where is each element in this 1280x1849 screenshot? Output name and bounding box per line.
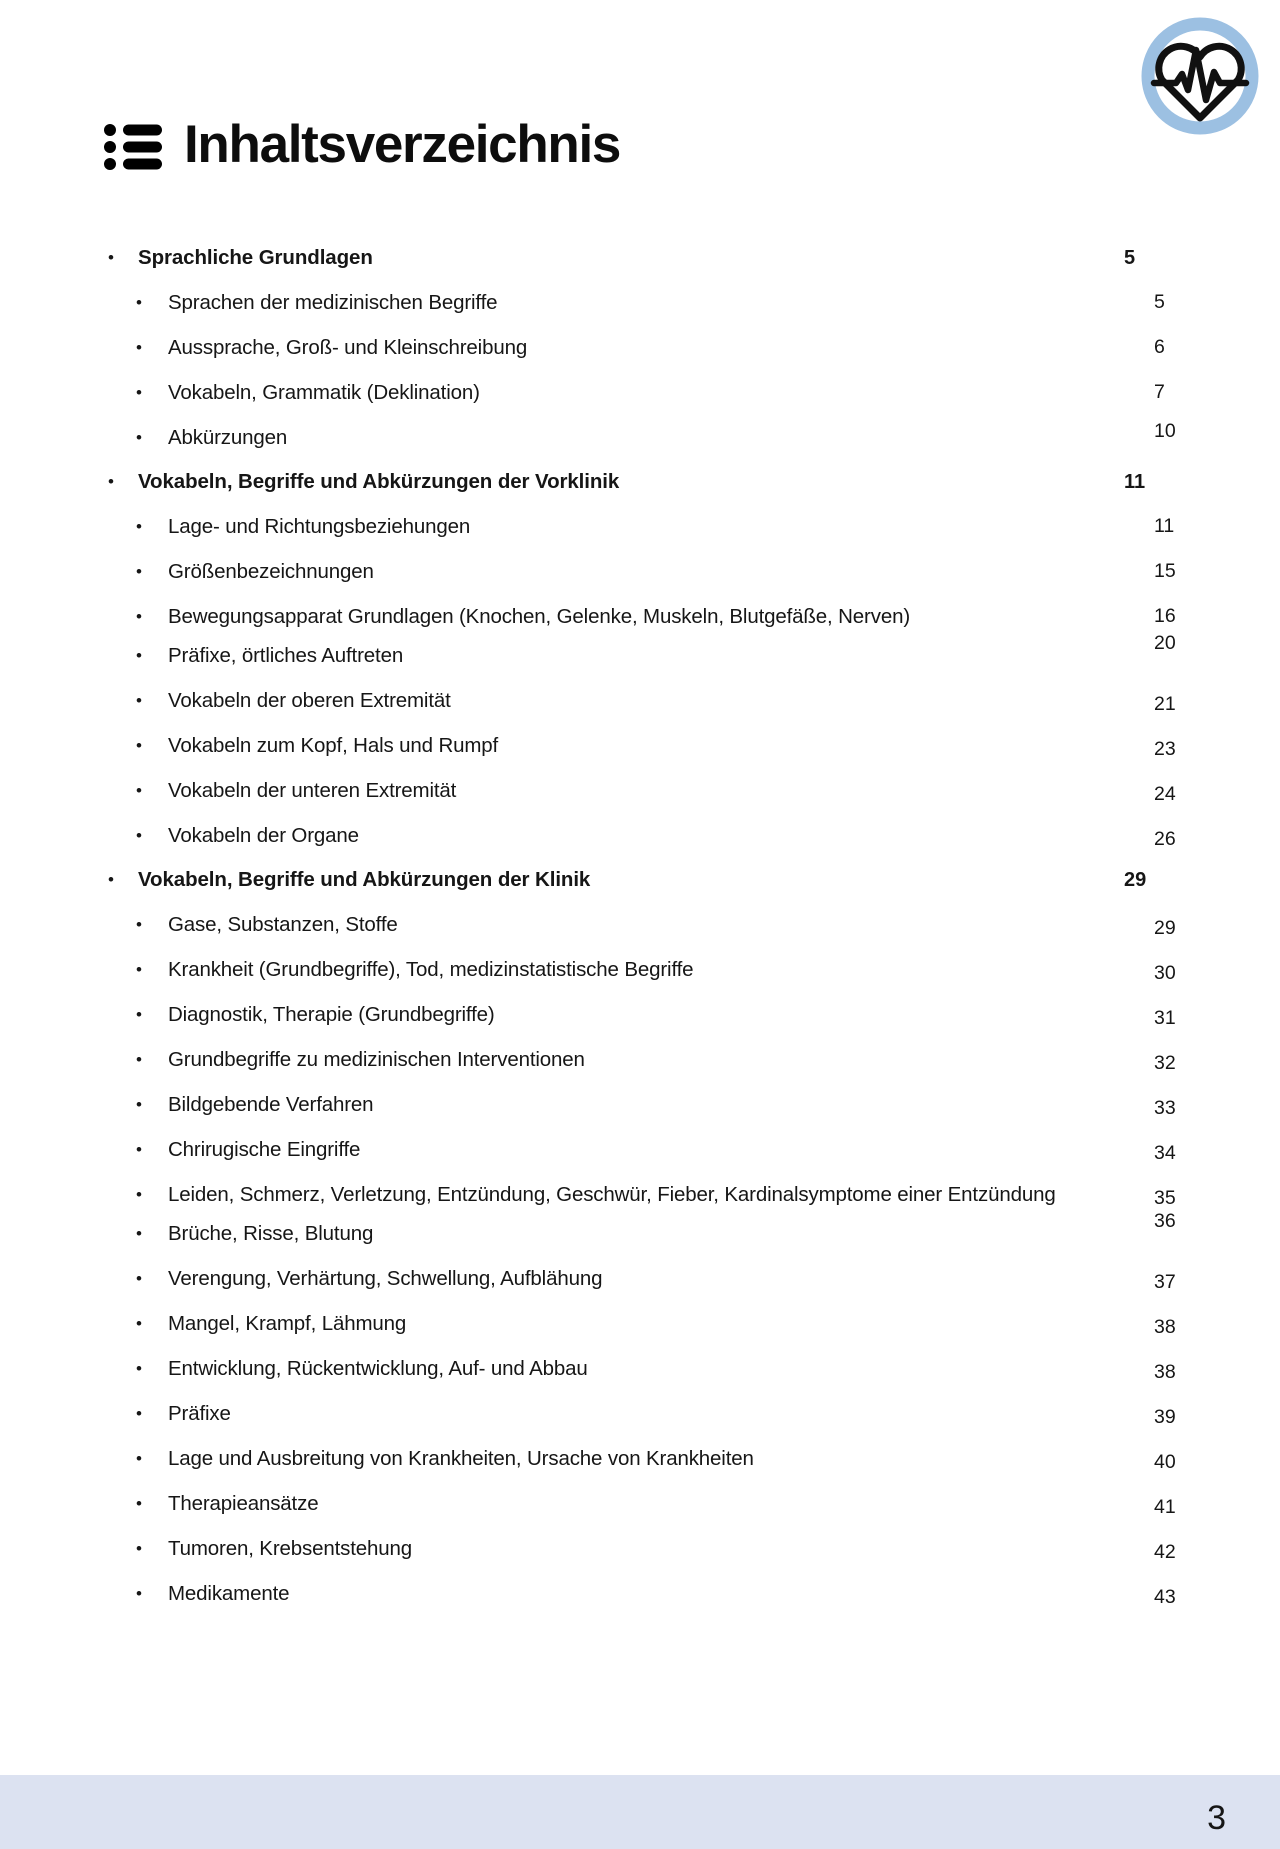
toc-entry-text: Bildgebende Verfahren — [168, 1093, 374, 1116]
toc-entry-page: 41 — [1154, 1496, 1176, 1518]
toc-entry-section[interactable] — [104, 467, 1184, 497]
toc-entry-label — [134, 775, 1154, 806]
bullet-icon: • — [136, 1449, 142, 1468]
toc-entry-label — [134, 1179, 1154, 1210]
toc-entry-text: Krankheit (Grundbegriffe), Tod, medizinstatistische Begriffe — [168, 958, 694, 981]
toc-entry-label — [134, 377, 1154, 408]
bullet-icon: • — [136, 1359, 142, 1378]
toc-entry-text: Vokabeln, Grammatik (Deklination) — [168, 381, 480, 404]
toc-entry-page: 42 — [1154, 1541, 1176, 1563]
toc-entry-page: 38 — [1154, 1316, 1176, 1338]
toc-entry-subitem[interactable] — [104, 1210, 1214, 1249]
bulleted-list-icon — [104, 123, 162, 171]
bullet-icon: • — [136, 383, 142, 402]
toc-entry-label — [134, 287, 1154, 318]
toc-entry-subitem[interactable] — [104, 820, 1214, 851]
toc-entry-label — [134, 1443, 1154, 1474]
toc-entry-page: 5 — [1124, 247, 1136, 269]
toc-entry-page: 34 — [1154, 1142, 1176, 1164]
toc-entry-label — [134, 1533, 1154, 1564]
toc-entry-page: 40 — [1154, 1451, 1176, 1473]
bullet-icon: • — [136, 781, 142, 800]
toc-entry-text: Abkürzungen — [168, 426, 288, 449]
toc-entry-text: Vokabeln der oberen Extremität — [168, 689, 451, 712]
bullet-icon: • — [136, 517, 142, 536]
toc-entry-label — [134, 730, 1154, 761]
toc-entry-label — [134, 999, 1154, 1030]
bullet-icon: • — [136, 338, 142, 357]
toc-entry-label — [134, 640, 1154, 671]
toc-entry-label — [134, 1263, 1154, 1294]
bullet-icon: • — [136, 1185, 142, 1204]
toc-entry-label — [134, 1089, 1154, 1120]
toc-entry-page: 38 — [1154, 1361, 1176, 1383]
bullet-icon: • — [136, 1050, 142, 1069]
toc-entry-page: 35 — [1154, 1187, 1176, 1209]
toc-entry-page: 15 — [1154, 560, 1176, 582]
bullet-icon: • — [136, 428, 142, 447]
bullet-icon: • — [136, 1494, 142, 1513]
toc-entry-text: Lage und Ausbreitung von Krankheiten, Ursache von Krankheiten — [168, 1447, 754, 1470]
toc-entry-text: Grundbegriffe zu medizinischen Interventionen — [168, 1048, 585, 1071]
toc-entry-text: Chrirugische Eingriffe — [168, 1138, 361, 1161]
toc-entry-text: Größenbezeichnungen — [168, 560, 374, 583]
bullet-icon: • — [108, 248, 114, 267]
toc-entry-page: 31 — [1154, 1007, 1176, 1029]
toc-entry-text: Mangel, Krampf, Lähmung — [168, 1312, 407, 1335]
toc-entry-subitem[interactable] — [104, 556, 1214, 587]
footer-page-number: 3 — [1207, 1799, 1226, 1837]
toc-entry-label — [104, 865, 1124, 895]
toc-entry-text: Brüche, Risse, Blutung — [168, 1222, 374, 1245]
toc-entry-page: 21 — [1154, 693, 1176, 715]
toc-entry-subitem[interactable] — [104, 1134, 1214, 1165]
toc-entry-subitem[interactable] — [104, 1044, 1214, 1075]
toc-entry-text: Vokabeln, Begriffe und Abkürzungen der Vorklinik — [138, 470, 620, 493]
bullet-icon: • — [136, 1005, 142, 1024]
bullet-icon: • — [136, 1314, 142, 1333]
toc-entry-subitem[interactable] — [104, 511, 1214, 542]
bullet-icon: • — [136, 1269, 142, 1288]
bullet-icon: • — [136, 646, 142, 665]
toc-entry-label — [134, 820, 1154, 851]
toc-entry-label — [104, 467, 1124, 497]
toc-entry-text: Präfixe, örtliches Auftreten — [168, 644, 404, 667]
toc-entry-subitem[interactable] — [104, 1443, 1214, 1474]
toc-entry-subitem[interactable] — [104, 685, 1214, 716]
toc-entry-text: Sprachliche Grundlagen — [138, 246, 373, 269]
toc-entry-text: Therapieansätze — [168, 1492, 319, 1515]
bullet-icon: • — [136, 562, 142, 581]
toc-entry-subitem[interactable] — [104, 1179, 1214, 1210]
toc-entry-page: 36 — [1154, 1210, 1176, 1232]
toc-entry-subitem[interactable] — [104, 730, 1214, 761]
toc-entry-text: Bewegungsapparat Grundlagen (Knochen, Gelenke, Muskeln, Blutgefäße, Nerven) — [168, 605, 911, 628]
toc-entry-page: 10 — [1154, 420, 1176, 442]
toc-entry-subitem[interactable] — [104, 422, 1214, 453]
toc-entry-subitem[interactable] — [104, 775, 1214, 806]
toc-entry-page: 32 — [1154, 1052, 1176, 1074]
page-title: Inhaltsverzeichnis — [184, 115, 621, 174]
toc-entry-subitem[interactable] — [104, 332, 1214, 363]
toc-entry-text: Vokabeln der Organe — [168, 824, 359, 847]
toc-entry-text: Vokabeln der unteren Extremität — [168, 779, 457, 802]
toc-entry-label — [134, 1398, 1154, 1429]
page-header — [104, 115, 621, 174]
bullet-icon: • — [136, 1140, 142, 1159]
toc-entry-page: 29 — [1124, 869, 1147, 891]
toc-entry-page: 6 — [1154, 336, 1165, 358]
toc-entry-label — [134, 685, 1154, 716]
toc-entry-page: 37 — [1154, 1271, 1176, 1293]
bullet-icon: • — [136, 1584, 142, 1603]
toc-entry-subitem[interactable] — [104, 601, 1214, 632]
toc-entry-subitem[interactable] — [104, 1578, 1214, 1609]
toc-entry-subitem[interactable] — [104, 954, 1214, 985]
brand-logo — [1138, 14, 1262, 138]
toc-entry-subitem[interactable] — [104, 1308, 1214, 1339]
toc-entry-page: 30 — [1154, 962, 1176, 984]
toc-entry-subitem[interactable] — [104, 909, 1214, 940]
toc-entry-text: Leiden, Schmerz, Verletzung, Entzündung, Geschwür, Fieber, Kardinalsymptome einer Entzündung — [168, 1183, 1056, 1206]
toc-entry-page: 24 — [1154, 783, 1176, 805]
toc-entry-page: 5 — [1154, 291, 1165, 313]
toc-entry-section[interactable] — [104, 243, 1184, 273]
toc-entry-text: Tumoren, Krebsentstehung — [168, 1537, 413, 1560]
toc-entry-page: 29 — [1154, 917, 1176, 939]
toc-entry-text: Verengung, Verhärtung, Schwellung, Aufblähung — [168, 1267, 603, 1290]
toc-entry-page: 43 — [1154, 1586, 1176, 1608]
bullet-icon: • — [136, 826, 142, 845]
toc-entry-section[interactable] — [104, 865, 1184, 895]
bullet-icon: • — [136, 691, 142, 710]
bullet-icon: • — [108, 870, 114, 889]
toc-entry-subitem[interactable] — [104, 1263, 1214, 1294]
toc-entry-subitem[interactable] — [104, 287, 1214, 318]
toc-entry-label — [134, 1308, 1154, 1339]
toc-entry-label — [134, 422, 1154, 453]
toc-entry-page: 33 — [1154, 1097, 1176, 1119]
toc-entry-text: Sprachen der medizinischen Begriffe — [168, 291, 498, 314]
toc-entry-subitem[interactable] — [104, 1353, 1214, 1384]
toc-entry-text: Gase, Substanzen, Stoffe — [168, 913, 398, 936]
toc-entry-page: 23 — [1154, 738, 1176, 760]
toc-entry-label — [134, 1218, 1154, 1249]
heart-ecg-logo-icon — [1138, 14, 1262, 138]
toc-entry-page: 20 — [1154, 632, 1176, 654]
toc-entry-label — [134, 511, 1154, 542]
toc-entry-text: Medikamente — [168, 1582, 290, 1605]
bullet-icon: • — [136, 1404, 142, 1423]
toc-entry-subitem[interactable] — [104, 1089, 1214, 1120]
toc-entry-page: 7 — [1154, 381, 1165, 403]
toc-entry-page: 16 — [1154, 605, 1176, 627]
toc-entry-label — [134, 1044, 1154, 1075]
toc-entry-subitem[interactable] — [104, 377, 1214, 408]
bullet-icon: • — [136, 736, 142, 755]
footer-band — [0, 1775, 1280, 1849]
toc-entry-label — [134, 1353, 1154, 1384]
bullet-icon: • — [136, 293, 142, 312]
bullet-icon: • — [108, 472, 114, 491]
toc-entry-subitem[interactable] — [104, 999, 1214, 1030]
toc-entry-label — [104, 243, 1124, 273]
bullet-icon: • — [136, 1539, 142, 1558]
toc-entry-page: 26 — [1154, 828, 1176, 850]
bullet-icon: • — [136, 1224, 142, 1243]
toc-entry-label — [134, 954, 1154, 985]
bullet-icon: • — [136, 915, 142, 934]
toc-entry-text: Vokabeln zum Kopf, Hals und Rumpf — [168, 734, 499, 757]
bullet-icon: • — [136, 607, 142, 626]
toc-entry-page: 39 — [1154, 1406, 1176, 1428]
toc-entry-label — [134, 1578, 1154, 1609]
toc-entry-text: Lage- und Richtungsbeziehungen — [168, 515, 471, 538]
toc-entry-text: Präfixe — [168, 1402, 231, 1425]
toc-entry-text: Entwicklung, Rückentwicklung, Auf- und Abbau — [168, 1357, 588, 1380]
toc-entry-subitem[interactable] — [104, 632, 1214, 671]
toc-entry-label — [134, 1488, 1154, 1519]
toc-entry-label — [134, 1134, 1154, 1165]
toc-entry-subitem[interactable] — [104, 1488, 1214, 1519]
toc-entry-label — [134, 909, 1154, 940]
bullet-icon: • — [136, 1095, 142, 1114]
toc-entry-text: Vokabeln, Begriffe und Abkürzungen der Klinik — [138, 868, 591, 891]
toc-entry-subitem[interactable] — [104, 1398, 1214, 1429]
toc-entry-text: Diagnostik, Therapie (Grundbegriffe) — [168, 1003, 495, 1026]
toc-entry-subitem[interactable] — [104, 1533, 1214, 1564]
toc-entry-label — [134, 601, 1154, 632]
toc-entry-label — [134, 556, 1154, 587]
toc-entry-text: Aussprache, Groß- und Kleinschreibung — [168, 336, 528, 359]
table-of-contents — [104, 243, 1184, 1623]
bullet-icon: • — [136, 960, 142, 979]
toc-entry-label — [134, 332, 1154, 363]
toc-entry-page: 11 — [1154, 515, 1175, 537]
toc-entry-page: 11 — [1124, 471, 1146, 493]
